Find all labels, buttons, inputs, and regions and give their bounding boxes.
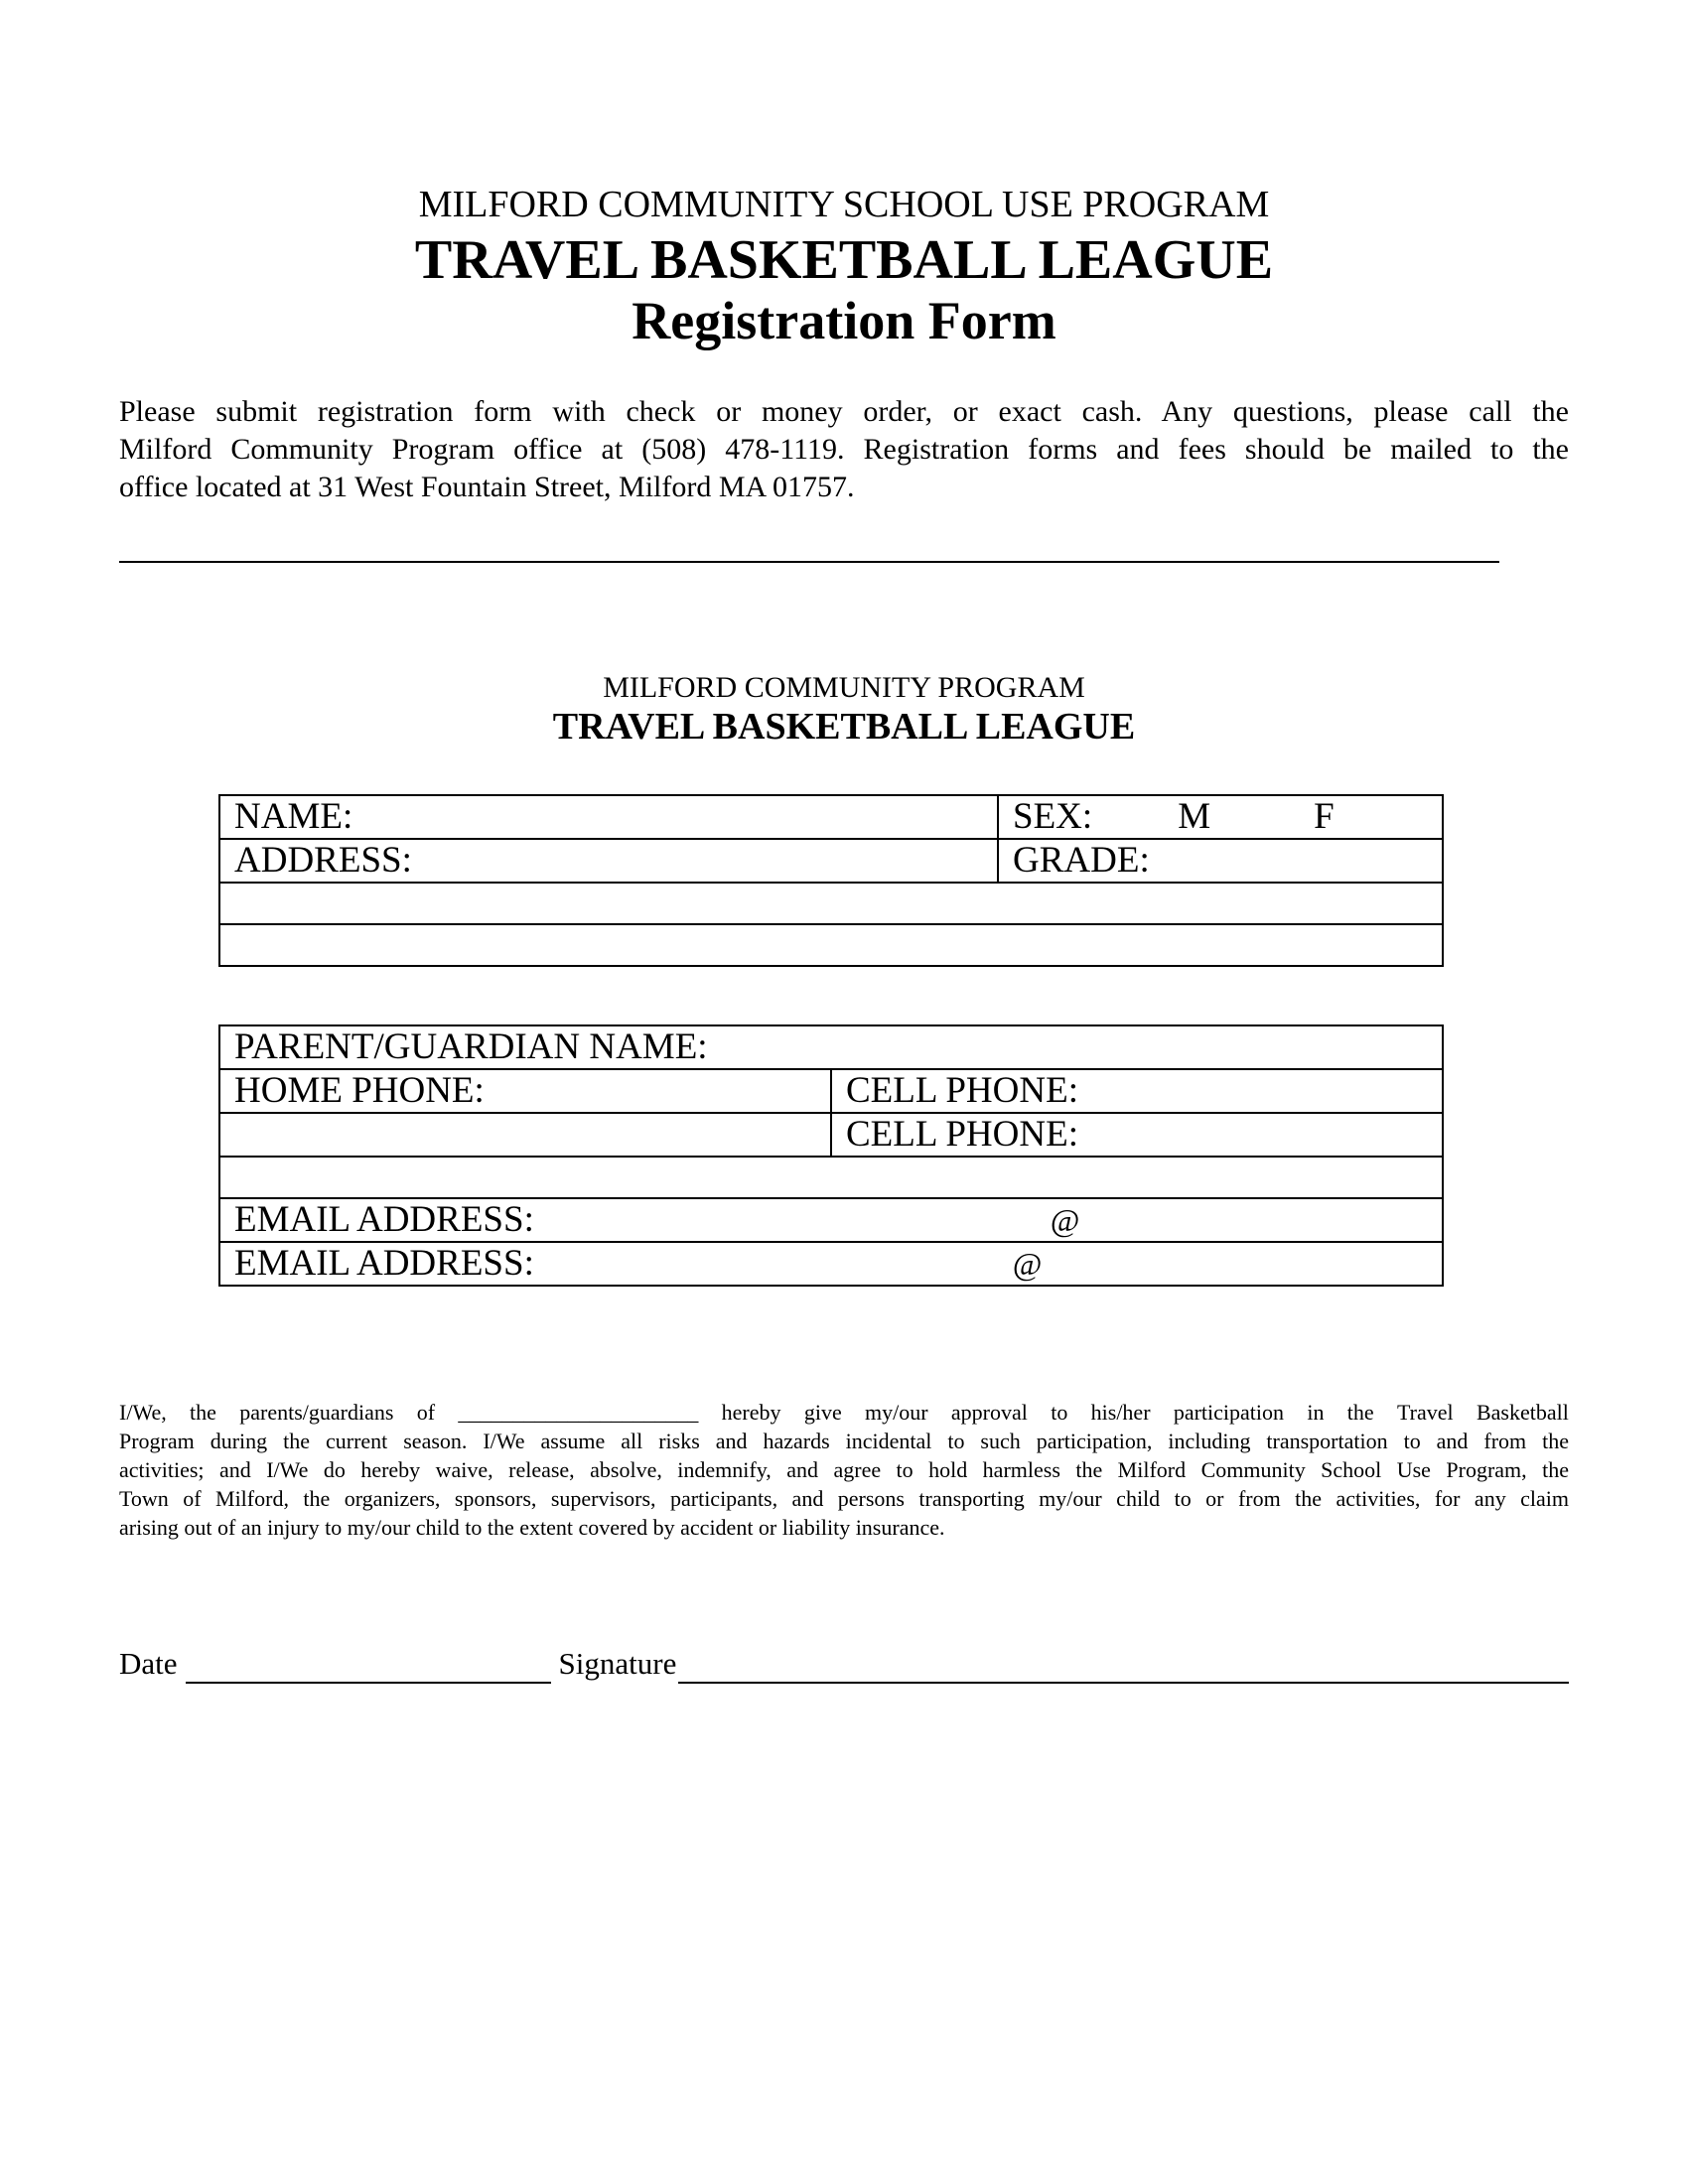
email-label: EMAIL ADDRESS: bbox=[234, 1243, 534, 1284]
waiver-word: my/our bbox=[865, 1400, 928, 1425]
waiver-word: Travel bbox=[1396, 1400, 1454, 1425]
waiver-line: Program during the current season. I/We assume all risks and hazards incidental to such participation, including transportation to and from the bbox=[119, 1429, 1569, 1453]
waiver-word: his/her bbox=[1090, 1400, 1151, 1425]
parent-info-table bbox=[218, 1024, 1444, 1287]
guardian-name-label: PARENT/GUARDIAN NAME: bbox=[234, 1026, 708, 1067]
at-symbol: @ bbox=[1050, 1202, 1080, 1238]
waiver-word: the bbox=[1346, 1400, 1374, 1425]
table-row bbox=[219, 1113, 1443, 1157]
sex-field[interactable] bbox=[998, 795, 1443, 839]
table-row bbox=[219, 1242, 1443, 1286]
table-row bbox=[219, 924, 1443, 966]
grade-label: GRADE: bbox=[1013, 840, 1150, 881]
signature-label: Signature bbox=[558, 1646, 677, 1681]
email-field-2[interactable] bbox=[219, 1242, 1443, 1286]
waiver-line: arising out of an injury to my/our child to the extent covered by accident or liability insurance. bbox=[119, 1515, 945, 1540]
table-row bbox=[219, 1198, 1443, 1242]
name-field[interactable] bbox=[219, 795, 998, 839]
date-label: Date bbox=[119, 1646, 178, 1681]
waiver-paragraph bbox=[119, 1398, 1569, 1542]
table-row bbox=[219, 1157, 1443, 1198]
cell-phone-field-2[interactable] bbox=[831, 1113, 1443, 1157]
section-league-title: TRAVEL BASKETBALL LEAGUE bbox=[552, 706, 1136, 748]
waiver-word: of bbox=[416, 1400, 436, 1425]
email-label: EMAIL ADDRESS: bbox=[234, 1199, 534, 1240]
blank-field[interactable] bbox=[219, 1157, 1443, 1198]
table-row bbox=[219, 795, 1443, 839]
table-row bbox=[219, 1069, 1443, 1113]
waiver-word: the bbox=[190, 1400, 216, 1425]
home-phone-field[interactable] bbox=[219, 1069, 831, 1113]
cut-line bbox=[119, 561, 1499, 563]
waiver-word: participation bbox=[1173, 1400, 1285, 1425]
address-line-2-field[interactable] bbox=[219, 883, 1443, 924]
intro-line: Milford Community Program office at (508) 478-1119. Registration forms and fees should be mailed to the bbox=[119, 433, 1569, 466]
child-name-blank[interactable]: ______________________ bbox=[458, 1400, 699, 1425]
email-field-1[interactable] bbox=[219, 1198, 1443, 1242]
waiver-word: Basketball bbox=[1476, 1400, 1569, 1425]
at-symbol: @ bbox=[1012, 1246, 1043, 1282]
cell-phone-label: CELL PHONE: bbox=[846, 1070, 1078, 1111]
waiver-word: give bbox=[803, 1400, 842, 1425]
address-field[interactable] bbox=[219, 839, 998, 883]
guardian-name-field[interactable] bbox=[219, 1025, 1443, 1069]
address-line-3-field[interactable] bbox=[219, 924, 1443, 966]
intro-paragraph bbox=[119, 393, 1569, 506]
intro-line: office located at 31 West Fountain Street, Milford MA 01757. bbox=[119, 471, 855, 503]
sex-option-f[interactable]: F bbox=[1314, 796, 1335, 837]
table-row bbox=[219, 883, 1443, 924]
form-title: Registration Form bbox=[632, 291, 1056, 350]
date-field[interactable] bbox=[186, 1652, 551, 1684]
cell-phone-field-1[interactable] bbox=[831, 1069, 1443, 1113]
signature-row bbox=[119, 1644, 1569, 1684]
sex-option-m[interactable]: M bbox=[1178, 796, 1211, 837]
home-phone-label: HOME PHONE: bbox=[234, 1070, 485, 1111]
program-title: MILFORD COMMUNITY SCHOOL USE PROGRAM bbox=[418, 184, 1270, 225]
table-row bbox=[219, 1025, 1443, 1069]
waiver-word: in bbox=[1307, 1400, 1325, 1425]
address-label: ADDRESS: bbox=[234, 840, 412, 881]
name-label: NAME: bbox=[234, 796, 353, 837]
signature-field[interactable] bbox=[678, 1652, 1569, 1684]
waiver-line: Town of Milford, the organizers, sponsors, supervisors, participants, and persons transporting my/our child to or from the activities, for any claim bbox=[119, 1486, 1569, 1511]
grade-field[interactable] bbox=[998, 839, 1443, 883]
waiver-line bbox=[119, 1398, 1569, 1427]
waiver-word: I/We, bbox=[119, 1400, 167, 1425]
waiver-word: to bbox=[1051, 1400, 1068, 1425]
league-title: TRAVEL BASKETBALL LEAGUE bbox=[414, 229, 1274, 291]
waiver-word: parents/guardians bbox=[239, 1400, 394, 1425]
sex-label: SEX: bbox=[1013, 796, 1093, 837]
waiver-line: activities; and I/We do hereby waive, release, absolve, indemnify, and agree to hold harmless the Milford Community School Use Program, the bbox=[119, 1457, 1569, 1482]
section-program-title: MILFORD COMMUNITY PROGRAM bbox=[603, 671, 1085, 704]
table-row bbox=[219, 839, 1443, 883]
waiver-word: approval bbox=[950, 1400, 1028, 1425]
cell-phone-label: CELL PHONE: bbox=[846, 1114, 1078, 1155]
home-phone-field-2[interactable] bbox=[219, 1113, 831, 1157]
intro-line: Please submit registration form with check or money order, or exact cash. Any questions, please call the bbox=[119, 395, 1569, 428]
player-info-table bbox=[218, 794, 1444, 967]
waiver-word: hereby bbox=[721, 1400, 781, 1425]
